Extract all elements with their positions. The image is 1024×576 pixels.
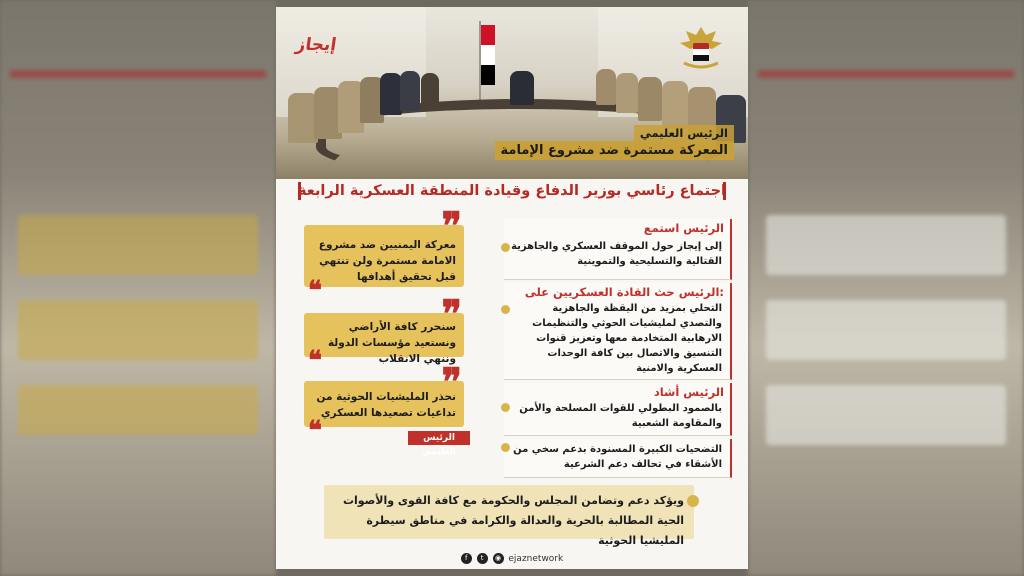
quote-open-icon: ❞ bbox=[441, 359, 462, 404]
section-body: التحلي بمزيد من اليقظة والجاهزية والتصدي لمليشيات الحوثي والتنظيمات الارهابية المتخادمة معها وتعزيز قنوات التنسيق والاتصال بين كافة الوحدات العسكرية والامنية bbox=[532, 303, 722, 374]
web-icon[interactable]: ◉ bbox=[493, 553, 504, 564]
section-body: التضحيات الكبيرة المسنودة بدعم سخي من الأشقاء في تحالف دعم الشرعية bbox=[513, 444, 722, 470]
section-praised bbox=[504, 383, 732, 436]
yemen-flag bbox=[481, 25, 495, 85]
blurred-background-right bbox=[748, 0, 1024, 576]
section-sacrifices bbox=[504, 439, 732, 478]
quote-signature: الرئيس العليمي bbox=[408, 431, 470, 445]
section-title: الرئيس حث القادة العسكريين على: bbox=[524, 285, 724, 299]
infographic-poster bbox=[276, 7, 748, 569]
blurred-background-left bbox=[0, 0, 276, 576]
facebook-icon[interactable]: f bbox=[461, 553, 472, 564]
quote-close-icon: ❝ bbox=[308, 416, 322, 446]
section-urged bbox=[504, 283, 732, 380]
meeting-photo bbox=[276, 7, 748, 179]
section-title: الرئيس أشاد bbox=[653, 385, 724, 399]
quote-text: معركة اليمنيين ضد مشروع الامامة مستمرة ولن تنتهي قبل تحقيق أهدافها bbox=[318, 239, 456, 283]
photo-caption-name: الرئيس العليمي bbox=[634, 125, 734, 141]
page-title: اجتماع رئاسي بوزير الدفاع وقيادة المنطقة العسكرية الرابعة bbox=[297, 183, 727, 199]
ejaz-logo: إيجاز bbox=[294, 35, 338, 55]
quote-close-icon: ❝ bbox=[308, 346, 322, 376]
republic-emblem-icon bbox=[672, 21, 730, 71]
twitter-icon[interactable]: t bbox=[477, 553, 488, 564]
section-body: إلى إيجاز حول الموقف العسكري والجاهزية القتالية والتسليحية والتموينية bbox=[511, 241, 722, 267]
section-listened bbox=[504, 219, 732, 280]
quote-text: نحذر المليشيات الحوثية من تداعيات تصعيدها العسكري bbox=[316, 391, 456, 419]
quote-text: سنحرر كافة الأراضي ونستعيد مؤسسات الدولة وننهي الانقلاب bbox=[327, 321, 456, 365]
quote-card bbox=[304, 291, 464, 376]
quote-open-icon: ❞ bbox=[441, 203, 462, 248]
quote-card bbox=[304, 203, 464, 306]
bottom-statement-text: ويؤكد دعم وتضامن المجلس والحكومة مع كافة القوى والأصوات الحية المطالبة بالحرية والعدالة والكرامة في مناطق سيطرة المليشيا الحوثية bbox=[342, 494, 684, 547]
photo-caption-quote: المعركة مستمرة ضد مشروع الإمامة bbox=[495, 141, 734, 160]
quote-close-icon: ❝ bbox=[308, 276, 322, 306]
bullet-dot bbox=[687, 495, 699, 507]
section-body: بالصمود البطولي للقوات المسلحة والأمن والمقاومة الشعبية bbox=[519, 403, 722, 429]
section-title: الرئيس استمع bbox=[643, 221, 724, 235]
footer-handle[interactable]: ejaznetwork bbox=[508, 554, 564, 564]
quote-open-icon: ❞ bbox=[441, 291, 462, 336]
footer bbox=[276, 553, 748, 569]
bottom-statement bbox=[324, 485, 694, 547]
